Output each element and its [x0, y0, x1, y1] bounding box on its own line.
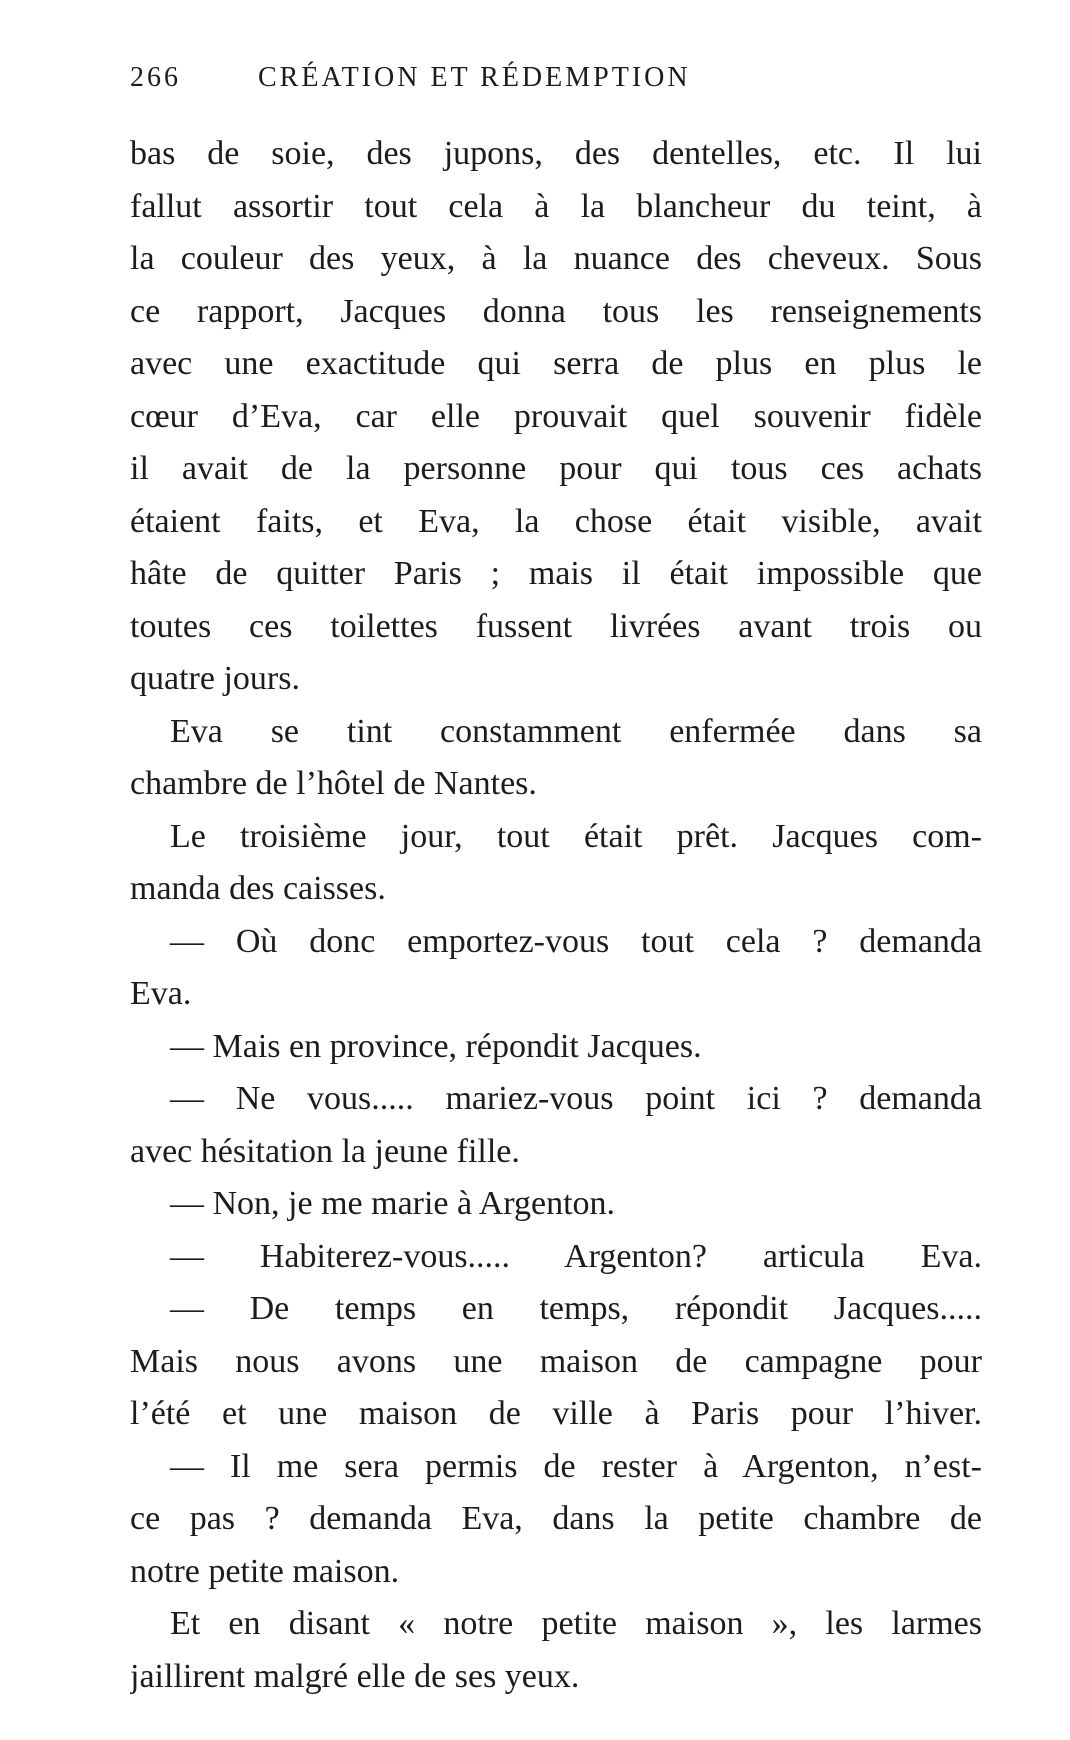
- text-line: — Ne vous..... mariez-vous point ici ? demanda: [170, 1080, 982, 1117]
- running-header: [130, 62, 860, 102]
- text-line: — Habiterez-vous..... Argenton? articula Eva.: [170, 1237, 982, 1275]
- text-line: ce rapport, Jacques donna tous les renseignements: [130, 292, 982, 330]
- text-line: chambre de l’hôtel de Nantes.: [130, 765, 537, 802]
- text-line: la couleur des yeux, à la nuance des cheveux. Sous: [130, 240, 982, 277]
- text-line: fallut assortir tout cela à la blancheur du teint, à: [130, 187, 982, 225]
- page-body-text: [130, 128, 982, 1703]
- text-line: Mais nous avons une maison de campagne pour: [130, 1342, 982, 1380]
- page-number: 266: [130, 62, 181, 93]
- text-line: manda des caisses.: [130, 870, 386, 907]
- text-line: cœur d’Eva, car elle prouvait quel souvenir fidèle: [130, 397, 982, 435]
- text-line: — Il me sera permis de rester à Argenton, n’est-: [170, 1447, 982, 1485]
- text-line: — Mais en province, répondit Jacques.: [170, 1027, 702, 1065]
- text-line: Le troisième jour, tout était prêt. Jacques com-: [170, 817, 982, 855]
- text-line: — De temps en temps, répondit Jacques.....: [170, 1290, 982, 1327]
- text-line: Eva.: [130, 975, 192, 1012]
- text-line: bas de soie, des jupons, des dentelles, etc. Il lui: [130, 135, 982, 172]
- text-line: — Non, je me marie à Argenton.: [170, 1185, 616, 1222]
- text-line: hâte de quitter Paris ; mais il était impossible que: [130, 555, 982, 592]
- text-line: ce pas ? demanda Eva, dans la petite chambre de: [130, 1500, 982, 1537]
- text-line: — Où donc emportez-vous tout cela ? demanda: [170, 922, 982, 960]
- text-line: toutes ces toilettes fussent livrées avant trois ou: [130, 607, 982, 645]
- text-line: avec une exactitude qui serra de plus en plus le: [130, 345, 982, 382]
- text-line: notre petite maison.: [130, 1552, 400, 1590]
- text-line: jaillirent malgré elle de ses yeux.: [130, 1657, 580, 1695]
- text-line: il avait de la personne pour qui tous ces achats: [130, 450, 982, 487]
- text-line: l’été et une maison de ville à Paris pour l’hiver.: [130, 1395, 982, 1432]
- text-line: Eva se tint constamment enfermée dans sa: [170, 712, 982, 750]
- text-line: Et en disant « notre petite maison », les larmes: [170, 1605, 982, 1642]
- text-line: étaient faits, et Eva, la chose était visible, avait: [130, 502, 982, 540]
- running-title: CRÉATION ET RÉDEMPTION: [258, 62, 691, 93]
- text-line: quatre jours.: [130, 660, 300, 697]
- text-line: avec hésitation la jeune fille.: [130, 1132, 520, 1170]
